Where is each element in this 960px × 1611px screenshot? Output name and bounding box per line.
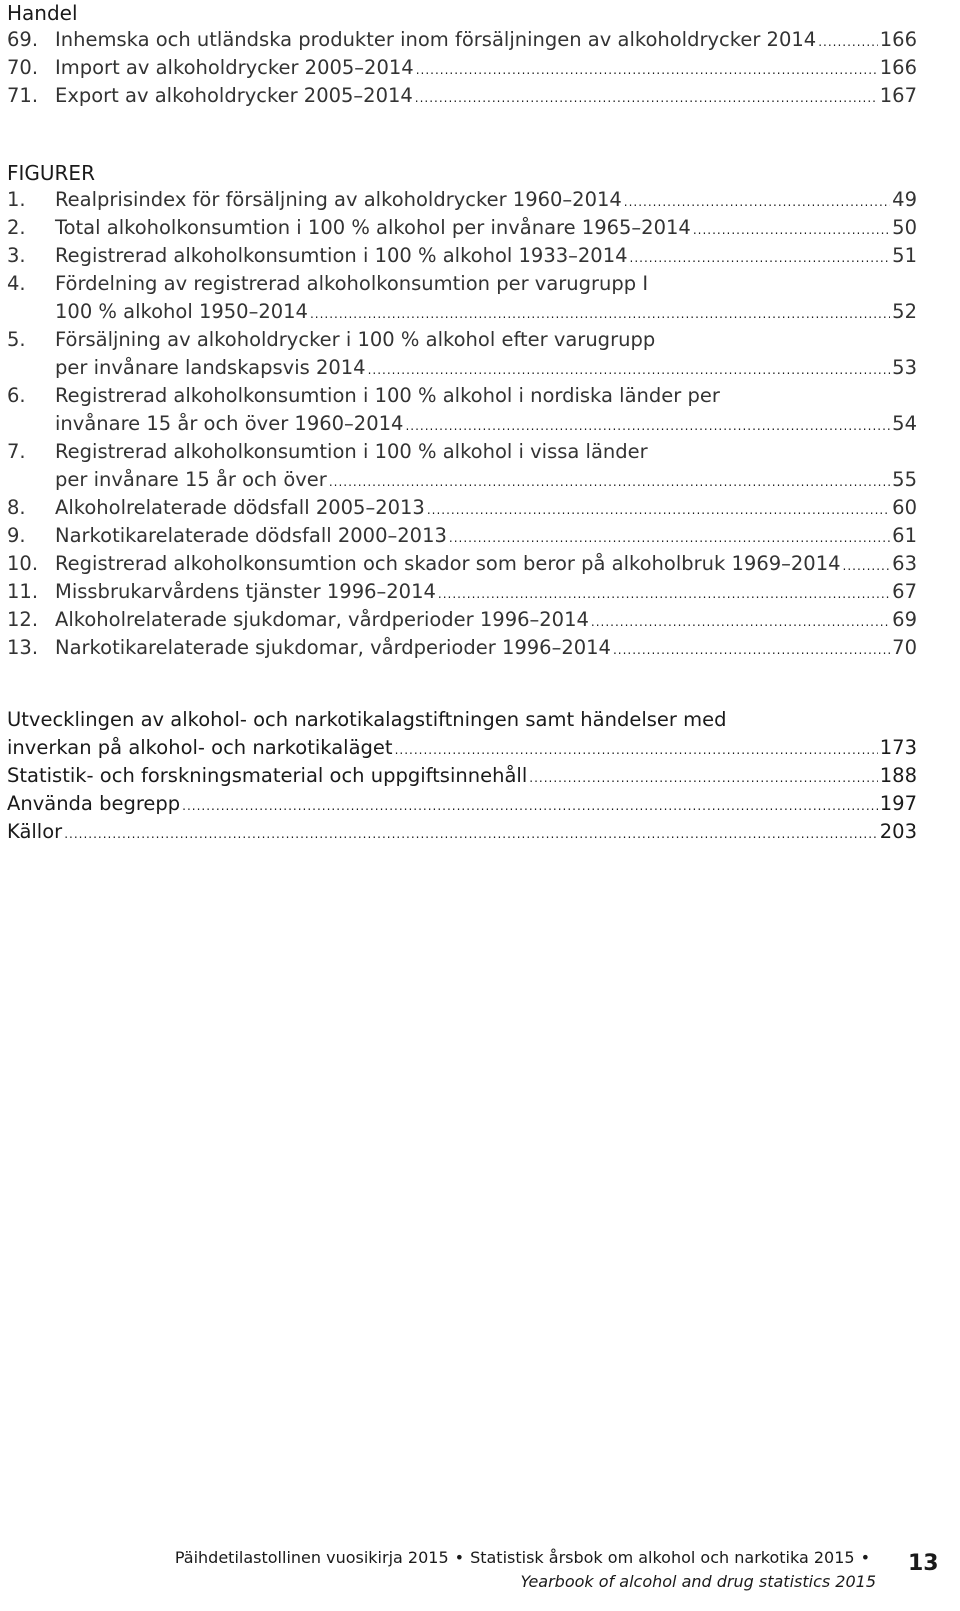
entry-title-line1: Registrerad alkoholkonsumtion i 100 % alkohol i vissa länder [55,440,648,463]
leader-dots [368,354,891,384]
entry-title: Registrerad alkoholkonsumtion och skador som beror på alkoholbruk 1969–2014 [55,552,841,575]
entry-title: 100 % alkohol 1950–2014 [55,300,308,323]
entry-page: 52 [892,300,917,323]
entry-title: Import av alkoholdrycker 2005–2014 [55,56,414,79]
handel-section [7,0,917,110]
toc-entry[interactable] [7,790,917,818]
misc-section [7,706,917,846]
entry-title: inverkan på alkohol- och narkotikaläget [7,736,393,759]
entry-title: Statistik- och forskningsmaterial och uppgiftsinnehåll [7,764,528,787]
entry-page: 166 [879,28,917,51]
leader-dots [416,54,878,84]
toc-entry[interactable] [7,382,917,438]
toc-entry[interactable] [7,494,917,522]
leader-dots [427,494,890,524]
entry-number: 69. [7,28,39,51]
entry-page: 49 [892,188,917,211]
entry-number: 2. [7,216,26,239]
entry-page: 53 [892,356,917,379]
figurer-section [7,160,917,662]
entry-page: 167 [879,84,917,107]
entry-page: 69 [892,608,917,631]
entry-number: 1. [7,188,26,211]
footer-title-en: Yearbook of alcohol and drug statistics 2015 [520,1572,876,1591]
toc-entry[interactable] [7,634,917,662]
leader-dots [415,82,878,112]
entry-title: Narkotikarelaterade dödsfall 2000–2013 [55,524,447,547]
toc-entry[interactable] [7,270,917,326]
entry-page: 70 [892,636,917,659]
leader-dots [395,734,878,764]
figurer-heading: FIGURER [7,161,95,185]
leader-dots [310,298,890,328]
entry-number: 4. [7,272,26,295]
toc-entry[interactable] [7,438,917,494]
entry-title: Export av alkoholdrycker 2005–2014 [55,84,413,107]
entry-number: 70. [7,56,39,79]
toc-entry[interactable] [7,186,917,214]
entry-number: 11. [7,580,39,603]
page-number: 13 [908,1551,939,1576]
leader-dots [630,242,891,272]
toc-entry[interactable] [7,522,917,550]
bullet-separator: • [454,1548,465,1567]
entry-title-line1: Fördelning av registrerad alkoholkonsumtion per varugrupp I [55,272,649,295]
entry-number: 6. [7,384,26,407]
entry-number: 71. [7,84,39,107]
entry-number: 3. [7,244,26,267]
entry-page: 51 [892,244,917,267]
toc-entry[interactable] [7,706,917,762]
entry-page: 188 [879,764,917,787]
entry-page: 50 [892,216,917,239]
entry-page: 173 [879,736,917,759]
toc-entry[interactable] [7,326,917,382]
entry-title: Narkotikarelaterade sjukdomar, vårdperioder 1996–2014 [55,636,611,659]
entry-number: 12. [7,608,39,631]
leader-dots [624,186,890,216]
leader-dots [405,410,890,440]
entry-title: Missbrukarvårdens tjänster 1996–2014 [55,580,436,603]
entry-page: 60 [892,496,917,519]
entry-number: 5. [7,328,26,351]
leader-dots [818,26,878,56]
entry-page: 166 [879,56,917,79]
toc-entry[interactable] [7,550,917,578]
leader-dots [449,522,890,552]
toc-entry[interactable] [7,82,917,110]
entry-number: 9. [7,524,26,547]
entry-title: Använda begrepp [7,792,181,815]
toc-entry[interactable] [7,54,917,82]
leader-dots [843,550,891,580]
entry-page: 197 [879,792,917,815]
leader-dots [591,606,890,636]
entry-number: 13. [7,636,39,659]
page-footer [175,1546,876,1594]
leader-dots [613,634,890,664]
toc-entry[interactable] [7,606,917,634]
entry-page: 63 [892,552,917,575]
entry-number: 8. [7,496,26,519]
entry-title: per invånare 15 år och över [55,468,327,491]
entry-title: per invånare landskapsvis 2014 [55,356,366,379]
footer-title-sv: Statistisk årsbok om alkohol och narkotika 2015 [470,1548,855,1567]
toc-entry[interactable] [7,26,917,54]
leader-dots [64,818,878,848]
leader-dots [693,214,890,244]
entry-page: 61 [892,524,917,547]
toc-entry[interactable] [7,242,917,270]
entry-title: invånare 15 år och över 1960–2014 [55,412,404,435]
entry-title: Total alkoholkonsumtion i 100 % alkohol per invånare 1965–2014 [55,216,691,239]
entry-title: Realprisindex för försäljning av alkoholdrycker 1960–2014 [55,188,622,211]
entry-page: 55 [892,468,917,491]
entry-title-line1: Registrerad alkoholkonsumtion i 100 % alkohol i nordiska länder per [55,384,720,407]
entry-number: 7. [7,440,26,463]
bullet-separator: • [860,1548,870,1567]
entry-page: 203 [879,820,917,843]
entry-number: 10. [7,552,39,575]
entry-page: 67 [892,580,917,603]
toc-entry[interactable] [7,578,917,606]
toc-entry[interactable] [7,214,917,242]
leader-dots [529,762,878,792]
entry-title: Källor [7,820,63,843]
handel-heading: Handel [7,1,78,25]
entry-title-line1: Försäljning av alkoholdrycker i 100 % alkohol efter varugrupp [55,328,656,351]
entry-title: Inhemska och utländska produkter inom försäljningen av alkoholdrycker 2014 [55,28,817,51]
toc-entry[interactable] [7,762,917,790]
footer-title-fi: Päihdetilastollinen vuosikirja 2015 [174,1548,449,1567]
entry-title: Alkoholrelaterade sjukdomar, vårdperioder 1996–2014 [55,608,589,631]
entry-title: Registrerad alkoholkonsumtion i 100 % alkohol 1933–2014 [55,244,628,267]
entry-page: 54 [892,412,917,435]
toc-entry[interactable] [7,818,917,846]
leader-dots [182,790,878,820]
leader-dots [329,466,890,496]
leader-dots [438,578,890,608]
entry-title-line1: Utvecklingen av alkohol- och narkotikalagstiftningen samt händelser med [7,708,727,731]
entry-title: Alkoholrelaterade dödsfall 2005–2013 [55,496,425,519]
footer-line1 [175,1546,876,1570]
